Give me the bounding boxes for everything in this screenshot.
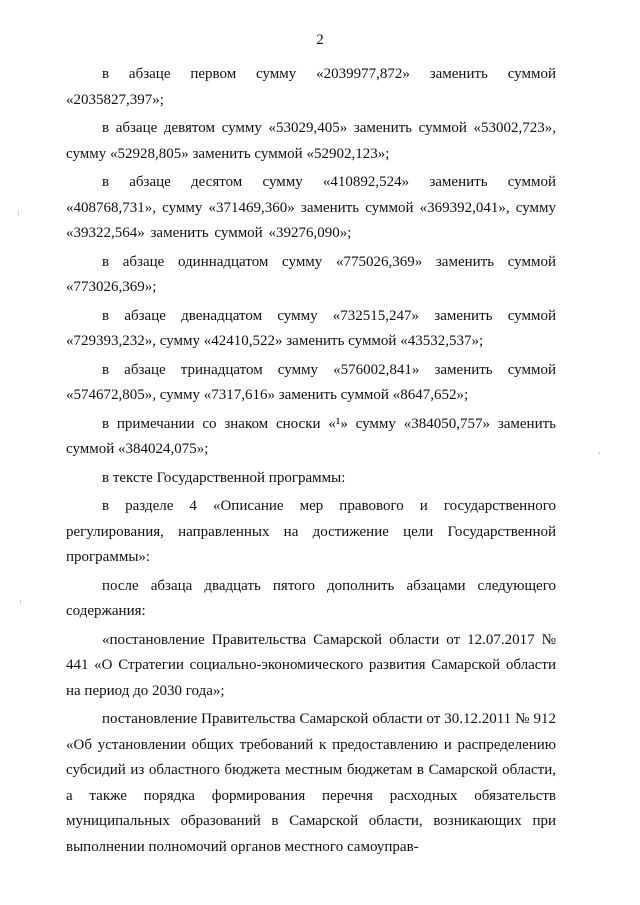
paragraph-8: в тексте Государственной программы: xyxy=(102,469,346,486)
paragraph-1: в абзаце первом сумму «2039977,872» заменить суммой «2035827,397»; xyxy=(66,66,556,108)
scan-speck xyxy=(18,210,19,216)
paragraph-4: в абзаце одиннадцатом сумму «775026,369» заменить суммой «773026,369»; xyxy=(66,253,556,295)
paragraph-12: постановление Правительства Самарской области от 30.12.2011 № 912 «Об установлении общих требований к предоставлению и распределению субсидий из областного бюджета местным бюджетам в Самарской области, а также порядка формирования перечня расходных обязательств муниципальных образований в Самарской области, возникающих при выполнении полномочий органов местного самоуправ- xyxy=(66,711,556,855)
paragraph-6: в абзаце тринадцатом сумму «576002,841» заменить суммой «574672,805», сумму «7317,616» заменить суммой «8647,652»; xyxy=(66,361,556,403)
paragraph-9: в разделе 4 «Описание мер правового и государственного регулирования, направленных на достижение цели Государственной программы»: xyxy=(66,498,556,565)
paragraph-5: в абзаце двенадцатом сумму «732515,247» заменить суммой «729393,232», сумму «42410,522» заменить суммой «43532,537»; xyxy=(66,307,556,349)
paragraph-3: в абзаце десятом сумму «410892,524» заменить суммой «408768,731», сумму «371469,360» заменить суммой «369392,041», сумму «39322,564» заменить суммой «39276,090»; xyxy=(66,174,556,241)
paragraph-11: «постановление Правительства Самарской области от 12.07.2017 № 441 «О Стратегии социально-экономического развития Самарской области на период до 2030 года»; xyxy=(66,631,556,699)
paragraph-10: после абзаца двадцать пятого дополнить абзацами следующего содержания: xyxy=(66,577,556,619)
scan-speck xyxy=(598,452,600,454)
scan-speck xyxy=(20,600,21,605)
paragraph-7: в примечании со знаком сноски «¹» сумму «384050,757» заменить суммой «384024,075»; xyxy=(66,415,556,457)
document-body xyxy=(66,62,556,863)
paragraph-2: в абзаце девятом сумму «53029,405» заменить суммой «53002,723», сумму «52928,805» заменить суммой «52902,123»; xyxy=(66,120,556,162)
page-number: 2 xyxy=(316,32,324,48)
